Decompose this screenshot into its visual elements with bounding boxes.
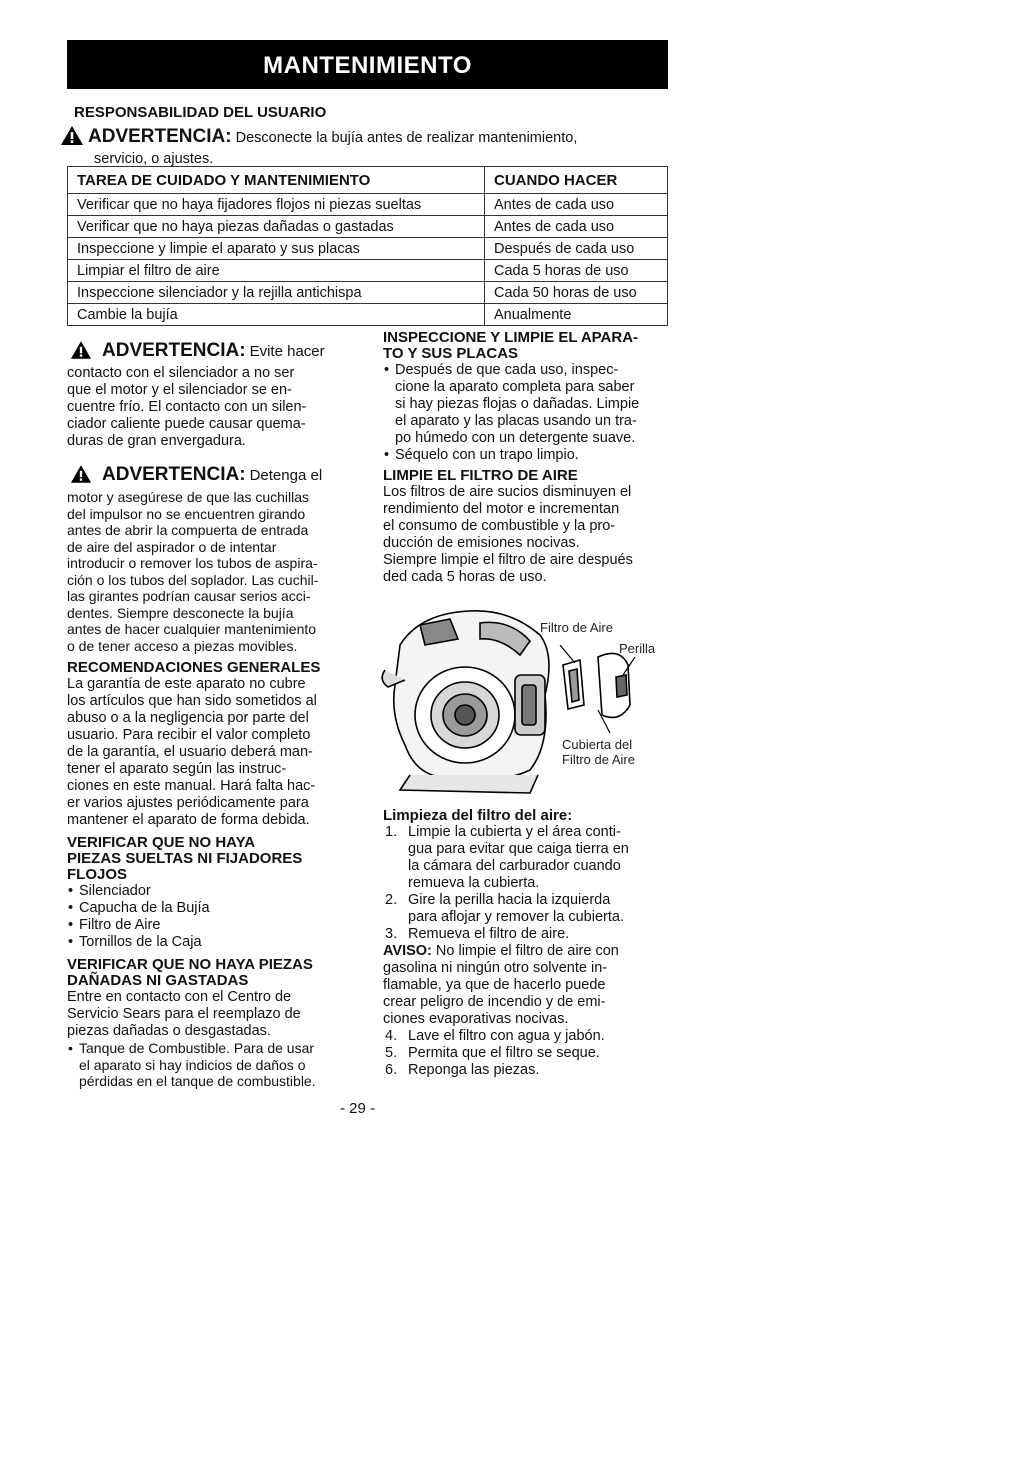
table-row	[68, 194, 668, 216]
figure-label-filter: Filtro de Aire	[540, 620, 613, 635]
table-row	[68, 282, 668, 304]
cleaning-steps-list-2	[383, 1028, 673, 1079]
top-warning	[60, 125, 670, 168]
cleaning-steps: Limpieza del filtro del aire: 1. Limpie la cubierta y el área conti- gua para evitar que caiga tierra en la cámara del carburador cuando remueva la cubierta. 2. Gire la perilla hacia la izquierda para aflojar y remover la cubierta. 3. Remueva el filtro de aire. AVISO: No limpie el filtro de aire con gasolina ni ningún otro solvente in- flamable, ya que de hacerlo puede crear peligro de incendio y de emi- ciones evaporativas nocivas. 4. Lave el filtro con agua y jabón. 5. Permita que el filtro se seque. 6. Reponga las piezas.	[383, 808, 673, 1079]
warning-text: Desconecte la bujía antes de realizar mantenimiento,	[235, 130, 578, 146]
cleaning-steps-list-1	[383, 824, 673, 943]
table-row	[68, 260, 668, 282]
air-filter-heading: LIMPIE EL FILTRO DE AIRE	[383, 467, 578, 484]
list-item: • Séquelo con un trapo limpio.	[383, 447, 673, 464]
table-header-when: CUANDO HACER	[485, 167, 668, 194]
warning-triangle-icon	[60, 125, 84, 151]
list-item: • Después de que cada uso, inspec- cione la aparato completa para saber si hay piezas flojas o dañadas. Limpie el aparato y las placas usando un tra- po húmedo con un detergente suave.	[383, 362, 673, 447]
notice: AVISO: No limpie el filtro de aire con	[383, 943, 619, 959]
page-title: MANTENIMIENTO	[67, 40, 668, 89]
maintenance-table	[67, 166, 668, 326]
loose-parts-list	[67, 883, 367, 951]
air-filter-figure	[380, 605, 670, 805]
list-item: • Tornillos de la Caja	[67, 934, 367, 951]
general-recommendations-heading: RECOMENDACIONES GENERALES	[67, 659, 321, 676]
warning-triangle-icon	[70, 340, 92, 365]
list-item: 3. Remueva el filtro de aire.	[385, 926, 570, 942]
warning-label: ADVERTENCIA:	[88, 126, 232, 147]
page-number: - 29 -	[340, 1100, 376, 1117]
table-cell-task: Verificar que no haya piezas dañadas o gastadas	[68, 216, 485, 238]
warning-text-2: servicio, o ajustes.	[94, 151, 214, 167]
cleaning-heading: Limpieza del filtro del aire:	[383, 807, 573, 824]
table-cell-when: Cada 50 horas de uso	[485, 282, 668, 304]
figure-label-cover: Cubierta del Filtro de Aire	[562, 737, 635, 767]
table-header-row	[68, 167, 668, 194]
table-row	[68, 238, 668, 260]
responsibility-heading: RESPONSABILIDAD DEL USUARIO	[74, 104, 327, 121]
list-item: 4. Lave el filtro con agua y jabón.	[385, 1028, 605, 1044]
inspect-list	[383, 362, 673, 464]
list-item: 2. Gire la perilla hacia la izquierda para aflojar y remover la cubierta.	[385, 892, 624, 925]
table-cell-when: Antes de cada uso	[485, 194, 668, 216]
list-item: 1. Limpie la cubierta y el área conti- gua para evitar que caiga tierra en la cámara del carburador cuando remueva la cubierta.	[385, 824, 629, 891]
inspect-heading: INSPECCIONE Y LIMPIE EL APARA-	[383, 329, 639, 346]
list-item: • Silenciador	[67, 883, 367, 900]
table-cell-when: Cada 5 horas de uso	[485, 260, 668, 282]
left-column: ADVERTENCIA: Evite hacer contacto con el silenciador a no ser que el motor y el silenciador se en- cuentre frío. El contacto con un silen- ciador caliente puede causar quema- duras de gran envergadura. ADVERTENCIA: Detenga el motor y asegúrese de que las cuchillas del impulsor no se encuentren girando antes de abrir la compuerta de entrada de aire del aspirador o de intentar introducir o remover los tubos de aspira- ción o los tubos del soplador. Las cuchil- las girantes podrían causar serios acci- dentes. Siempre desconecte la bujía antes de hacer cualquier mantenimiento o de tener acceso a piezas movibles. RECOMENDACIONES GENERALES La garantía de este aparato no cubre los artículos que han sido sometidos al abuso o a la negligencia por parte del usuario. Para recibir el valor completo de la garantía, el usuario deberá man- tener el aparato según las instruc- ciones en este manual. Hará falta hac- er varios ajustes periódicamente para mantener el aparato de forma debida. VERIFICAR QUE NO HAYA PIEZAS SUELTAS NI FIJADORES FLOJOS • Silenciador • Capucha de la Bujía • Filtro de Aire • Tornillos de la Caja VERIFICAR QUE NO HAYA PIEZAS DAÑADAS NI GASTADAS Entre en contacto con el Centro de Servicio Sears para el reemplazo de piezas dañadas o desgastadas. • Tanque de Combustible. Para de usar el aparato si hay indicios de daños o pérdidas en el tanque de combustible.	[67, 340, 367, 1090]
table-cell-when: Después de cada uso	[485, 238, 668, 260]
table-cell-when: Antes de cada uso	[485, 216, 668, 238]
list-item: 6. Reponga las piezas.	[385, 1062, 540, 1078]
list-item: • Filtro de Aire	[67, 917, 367, 934]
blower-illustration	[380, 605, 670, 805]
table-row	[68, 216, 668, 238]
table-cell-task: Cambie la bujía	[68, 304, 485, 326]
right-column: INSPECCIONE Y LIMPIE EL APARA- TO Y SUS PLACAS • Después de que cada uso, inspec- cione la aparato completa para saber si hay piezas flojas o dañadas. Limpie el aparato y las placas usando un tra- po húmedo con un detergente suave. • Séquelo con un trapo limpio. LIMPIE EL FILTRO DE AIRE Los filtros de aire sucios disminuyen el rendimiento del motor e incrementan el consumo de combustible y la pro- ducción de emisiones nocivas. Siempre limpie el filtro de aire después ded cada 5 horas de uso.	[383, 330, 673, 586]
table-row	[68, 304, 668, 326]
loose-parts-heading: VERIFICAR QUE NO HAYA	[67, 834, 256, 851]
table-cell-when: Anualmente	[485, 304, 668, 326]
figure-label-knob: Perilla	[619, 641, 656, 656]
warning-impeller: ADVERTENCIA: Detenga el	[67, 464, 367, 489]
list-item: • Tanque de Combustible. Para de usar el aparato si hay indicios de daños o pérdidas en el tanque de combustible.	[67, 1040, 367, 1090]
warning-hot-muffler: ADVERTENCIA: Evite hacer	[67, 340, 367, 365]
table-header-task: TAREA DE CUIDADO Y MANTENIMIENTO	[68, 167, 485, 194]
table-cell-task: Inspeccione silenciador y la rejilla antichispa	[68, 282, 485, 304]
table-cell-task: Limpiar el filtro de aire	[68, 260, 485, 282]
damaged-parts-list	[67, 1040, 367, 1090]
damaged-parts-heading: VERIFICAR QUE NO HAYA PIEZAS	[67, 956, 313, 973]
warning-triangle-icon	[70, 464, 92, 489]
table-cell-task: Inspeccione y limpie el aparato y sus placas	[68, 238, 485, 260]
list-item: 5. Permita que el filtro se seque.	[385, 1045, 600, 1061]
table-cell-task: Verificar que no haya fijadores flojos ni piezas sueltas	[68, 194, 485, 216]
list-item: • Capucha de la Bujía	[67, 900, 367, 917]
